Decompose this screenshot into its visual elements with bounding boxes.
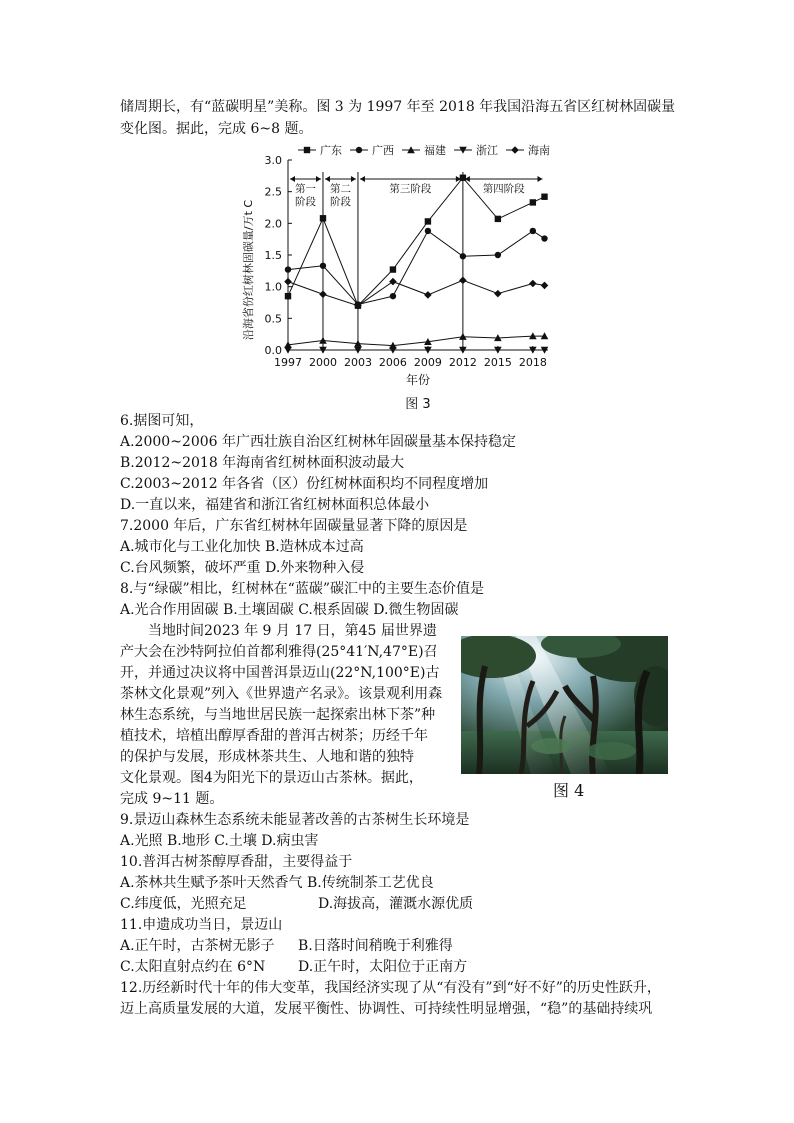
- passage-line-2: 产大会在沙特阿拉伯首都利雅得(25°41′N,47°E)召: [120, 644, 438, 660]
- legend-marker: [511, 146, 519, 154]
- figure-3-chart: [236, 140, 556, 410]
- passage-line-5: 林生态系统，与当地世居民族一起探索出林下茶”种: [120, 707, 436, 723]
- figure-3-svg: [236, 140, 556, 410]
- stage-label: 第二: [329, 183, 351, 195]
- stage-arrowhead-left: [360, 176, 365, 182]
- data-point-series-4: [424, 291, 432, 299]
- question-9-stem: 9.景迈山森林生态系统未能显著改善的古茶树生长环境是: [120, 812, 470, 828]
- data-point-series-4: [319, 290, 327, 298]
- question-8-options: A.光合作用固碳 B.土壤固碳 C.根系固碳 D.微生物固碳: [120, 602, 459, 618]
- data-point-series-1: [285, 266, 291, 272]
- passage-line-1: 当地时间2023 年 9 月 17 日，第45 届世界遗: [148, 623, 437, 639]
- question-6-option-b: B.2012~2018 年海南省红树林面积波动最大: [120, 455, 405, 471]
- data-point-series-0: [320, 215, 326, 221]
- x-axis-label: 年份: [405, 373, 431, 387]
- question-10-option-d: D.海拔高，灌溉水源优质: [318, 896, 474, 912]
- data-point-series-1: [390, 293, 396, 299]
- series-line-1: [288, 231, 545, 304]
- stage-label: 阶段: [329, 196, 351, 208]
- data-point-series-1: [460, 253, 466, 259]
- y-tick-label: 2.5: [264, 185, 282, 199]
- passage-line-8: 文化景观。图4为阳光下的景迈山古茶林。据此，: [120, 770, 423, 786]
- data-point-series-1: [320, 263, 326, 269]
- x-tick-label: 2015: [483, 356, 512, 369]
- data-point-series-0: [495, 216, 501, 222]
- data-point-series-1: [541, 235, 547, 241]
- data-point-series-2: [319, 337, 327, 344]
- intro-line-1: 储周期长，有“蓝碳明星”美称。图 3 为 1997 年至 2018 年我国沿海五省区红树林固碳量: [120, 99, 676, 115]
- data-point-series-4: [389, 278, 397, 286]
- stage-label: 第四阶段: [482, 183, 525, 195]
- x-tick-label: 2012: [448, 356, 477, 369]
- y-axis-label: 沿海省份红树林固碳量/万t C: [242, 199, 255, 341]
- y-tick-label: 0.5: [264, 312, 282, 326]
- x-tick-label: 2006: [378, 356, 407, 369]
- y-tick-label: 3.0: [264, 154, 282, 167]
- question-7-options-ab: A.城市化与工业化加快 B.造林成本过高: [120, 539, 364, 555]
- data-point-series-0: [541, 194, 547, 200]
- question-11-stem: 11.申遗成功当日，景迈山: [120, 917, 283, 933]
- y-tick-label: 1.5: [264, 249, 282, 262]
- data-point-series-1: [495, 252, 501, 258]
- passage-line-7: 的保护与发展，形成林茶共生、人地和谐的独特: [120, 749, 414, 765]
- stage-label: 阶段: [294, 196, 316, 208]
- data-point-series-0: [425, 218, 431, 224]
- y-tick-label: 1.0: [264, 280, 282, 294]
- legend-marker: [304, 147, 310, 153]
- y-tick-label: 2.0: [264, 217, 282, 231]
- question-6-option-a: A.2000~2006 年广西壮族自治区红树林年固碳量基本保持稳定: [120, 434, 516, 450]
- intro-line-2: 变化图。据此，完成 6~8 题。: [120, 121, 313, 137]
- passage-line-3: 开，并通过决议将中国普洱景迈山(22°N,100°E)古: [120, 665, 440, 681]
- question-6-option-d: D.一直以来，福建省和浙江省红树林面积总体最小: [120, 497, 430, 513]
- question-12-line-1: 12.历经新时代十年的伟大变革，我国经济实现了从“有没有”到“好不好”的历史性跃升，: [120, 980, 661, 996]
- x-tick-label: 2000: [308, 356, 337, 369]
- question-10-stem: 10.普洱古树茶醇厚香甜，主要得益于: [120, 854, 353, 870]
- passage-line-6: 植技术，培植出醇厚香甜的普洱古树茶；历经千年: [120, 728, 428, 744]
- data-point-series-0: [390, 266, 396, 272]
- x-tick-label: 2003: [343, 356, 372, 369]
- tea-forest-photo: [461, 636, 668, 774]
- series-line-2: [288, 336, 545, 346]
- question-8-stem: 8.与“绿碳”相比，红树林在“蓝碳”碳汇中的主要生态价值是: [120, 581, 484, 597]
- data-point-series-0: [285, 293, 291, 299]
- question-12-line-2: 迈上高质量发展的大道，发展平衡性、协调性、可持续性明显增强，“稳”的基础持续巩: [120, 1001, 653, 1017]
- x-tick-label: 1997: [274, 356, 302, 369]
- data-point-series-4: [529, 280, 537, 288]
- question-6-option-c: C.2003~2012 年各省（区）份红树林面积均不同程度增加: [120, 476, 489, 492]
- question-7-options-cd: C.台风频繁，破坏严重 D.外来物种入侵: [120, 560, 365, 576]
- question-11-option-b: B.日落时间稍晚于利雅得: [298, 938, 453, 954]
- stage-arrowhead-left: [325, 176, 330, 182]
- question-11-option-c: C.太阳直射点约在 6°N: [120, 959, 266, 975]
- tea-forest-illustration: [461, 636, 668, 774]
- legend-marker: [356, 147, 362, 153]
- stage-arrowhead-left: [290, 176, 295, 182]
- legend-label: 海南: [528, 144, 550, 157]
- stage-arrowhead-right: [351, 176, 356, 182]
- question-11-option-a: A.正午时，古茶树无影子: [120, 938, 275, 954]
- legend-label: 浙江: [476, 144, 498, 157]
- series-line-4: [288, 280, 545, 305]
- question-9-options: A.光照 B.地形 C.土壤 D.病虫害: [120, 833, 319, 849]
- stage-label: 第三阶段: [389, 183, 432, 195]
- legend-label: 广东: [320, 144, 342, 157]
- question-7-stem: 7.2000 年后，广东省红树林年固碳量显著下降的原因是: [120, 518, 468, 534]
- stage-label: 第一: [294, 183, 316, 195]
- stage-arrowhead-right: [538, 176, 543, 182]
- data-point-series-4: [459, 277, 467, 285]
- data-point-series-4: [541, 282, 549, 290]
- stage-arrowhead-right: [316, 176, 321, 182]
- passage-line-9: 完成 9~11 题。: [120, 791, 224, 807]
- data-point-series-0: [530, 199, 536, 205]
- y-tick-label: 0.0: [264, 344, 282, 357]
- x-tick-label: 2018: [518, 356, 547, 369]
- question-10-option-c: C.纬度低，光照充足: [120, 896, 247, 912]
- passage-line-4: 茶林文化景观”列入《世界遗产名录》。该景观利用森: [120, 686, 443, 702]
- figure-3-caption: 图 3: [405, 397, 431, 410]
- question-10-options-ab: A.茶林共生赋予茶叶天然香气 B.传统制茶工艺优良: [120, 875, 434, 891]
- question-6-stem: 6.据图可知，: [120, 413, 204, 429]
- data-point-series-4: [494, 290, 502, 298]
- series-line-0: [288, 178, 545, 306]
- data-point-series-1: [425, 228, 431, 234]
- data-point-series-1: [530, 228, 536, 234]
- x-tick-label: 2009: [413, 356, 442, 369]
- data-point-series-4: [284, 278, 292, 286]
- data-point-series-0: [460, 175, 466, 181]
- legend-label: 福建: [424, 144, 446, 157]
- figure-4-caption: 图 4: [553, 781, 585, 800]
- question-11-option-d: D.正午时，太阳位于正南方: [298, 959, 468, 975]
- legend-label: 广西: [372, 144, 394, 157]
